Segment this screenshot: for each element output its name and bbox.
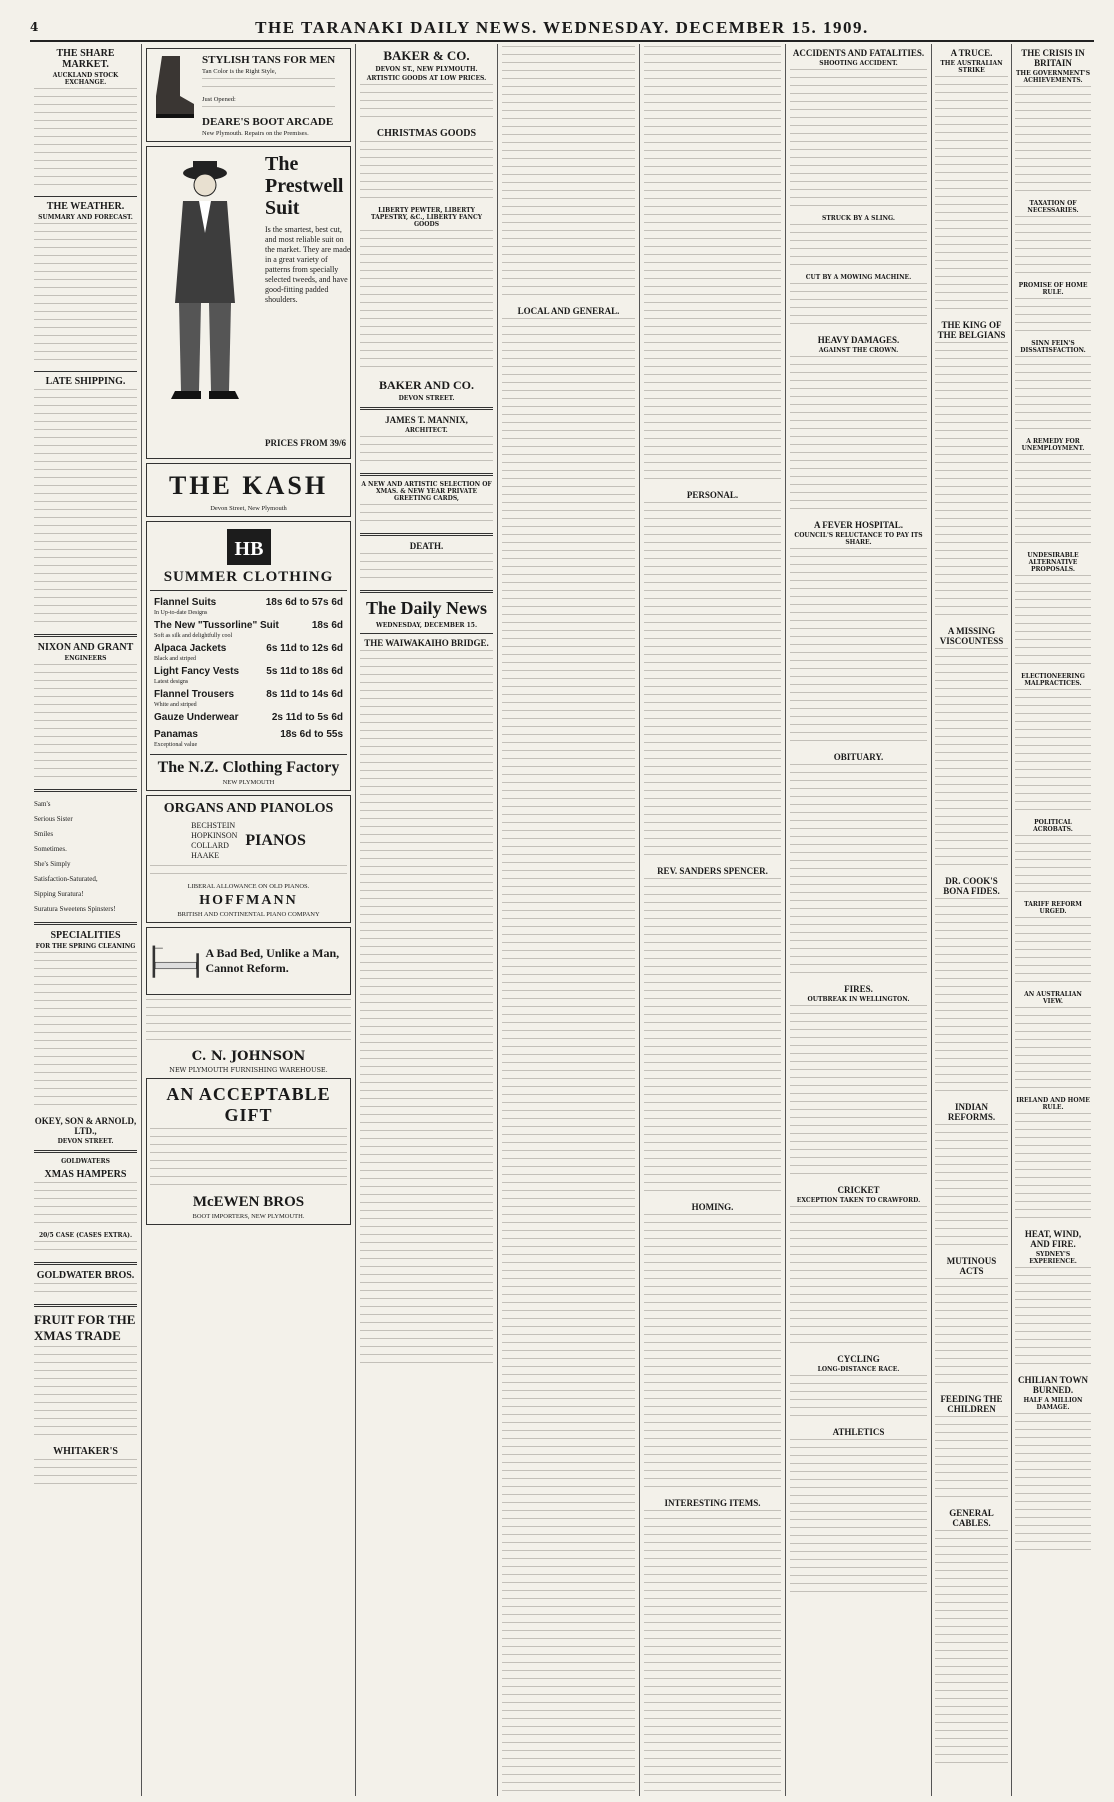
- feeding-children-heading: FEEDING THE CHILDREN: [940, 1394, 1003, 1414]
- gift-title: AN ACCEPTABLE GIFT: [166, 1084, 331, 1125]
- article-subheading: SHOOTING ACCIDENT.: [819, 60, 898, 67]
- athletics-heading: ATHLETICS: [832, 1427, 885, 1437]
- kash-ad: [146, 463, 351, 517]
- crisis-heading: THE CRISIS IN BRITAIN: [1021, 48, 1085, 68]
- piano-brand: HOPKINSON: [191, 831, 238, 840]
- goldwater-bros-heading: GOLDWATER BROS.: [36, 1270, 135, 1281]
- prestwell-text: Is the smartest, best cut, and most reliable suit on the market. They are made in a great variety of patterns from specially selected tweeds, and have good-fitting padded shoulders.: [265, 225, 351, 304]
- article-subheading: THE AUSTRALIAN STRIKE: [940, 60, 1003, 74]
- mutinous-heading: MUTINOUS ACTS: [946, 1256, 997, 1276]
- hoffmann-title: HOFFMANN: [199, 893, 298, 908]
- nixon-grant-text: [34, 664, 137, 784]
- article-subheading: AGAINST THE CROWN.: [818, 347, 899, 354]
- article-text: [502, 318, 635, 1796]
- specialities-heading: SPECIALITIES: [50, 930, 121, 941]
- nz-clothing-sub: NEW PLYMOUTH: [222, 779, 275, 786]
- truce-heading: A TRUCE.: [950, 48, 993, 58]
- crisis-column: [1012, 44, 1094, 1796]
- article-subheading: SINN FEIN'S DISSATISFACTION.: [1020, 340, 1086, 354]
- baker-for: ARTISTIC GOODS AT LOW PRICES.: [366, 75, 487, 82]
- slogan-line: Sam's: [34, 800, 51, 808]
- general-cables-heading: GENERAL CABLES.: [949, 1508, 994, 1528]
- gift-ad: [146, 1078, 351, 1225]
- baker-sign: BAKER AND CO.: [378, 378, 474, 392]
- johnson-sub: NEW PLYMOUTH FURNISHING WAREHOUSE.: [169, 1066, 328, 1074]
- piano-brand: COLLARD: [191, 841, 229, 850]
- bed-ad: [146, 927, 351, 995]
- price-row: Flannel Trousers 8s 11d to 14s 6d: [154, 689, 343, 700]
- xmas-hampers-heading: XMAS HAMPERS: [44, 1169, 127, 1180]
- okey-subheading: DEVON STREET.: [57, 1138, 114, 1145]
- bed-illustration: [150, 931, 201, 991]
- article-subheading: IRELAND AND HOME RULE.: [1016, 1097, 1090, 1111]
- okey-heading: OKEY, SON & ARNOLD, LTD.,: [34, 1116, 137, 1136]
- prestwell-ad: [146, 146, 351, 459]
- article-text: [644, 46, 781, 486]
- kash-sub: Devon Street, New Plymouth: [210, 505, 287, 512]
- man-in-suit-illustration: [155, 153, 255, 403]
- share-market-text: [34, 88, 137, 192]
- price-row: Gauze Underwear 2s 11d to 5s 6d: [154, 712, 343, 723]
- share-market-subheading: AUCKLAND STOCK EXCHANGE.: [52, 72, 119, 86]
- tans-line1: Tan Color is the Right Style,: [202, 68, 277, 75]
- fires-heading: FIRES.: [844, 984, 873, 994]
- article-subheading: EXCEPTION TAKEN TO CRAWFORD.: [796, 1197, 921, 1204]
- shipping-heading: LATE SHIPPING.: [45, 376, 126, 387]
- article-subheading: OUTBREAK IN WELLINGTON.: [807, 996, 910, 1003]
- whitaker-heading: WHITAKER'S: [53, 1446, 118, 1457]
- price-list: Flannel Suits 18s 6d to 57s 6d In Up-to-date Designs The New "Tussorline" Suit 18s 6d Soft as silk and delightfully cool Alpaca Jackets 6s 11d to 12s 6d Black and striped Light Fancy Vests 5s 11d to 18s 6d Latest designs Flannel Trousers 8s 11d to 14s 6d White and striped Gauze Underwear 2s 11d to 5s 6d Panamas 18s 6d to 55s Exceptional value: [150, 595, 347, 750]
- svg-text:HB: HB: [234, 538, 263, 560]
- obituary-heading: OBITUARY.: [833, 752, 884, 762]
- page-number: 4: [30, 20, 39, 34]
- christmas-goods-heading: CHRISTMAS GOODS: [376, 128, 477, 139]
- weather-heading: THE WEATHER.: [46, 201, 125, 212]
- article-subheading: TAXATION OF NECESSARIES.: [1027, 200, 1079, 214]
- nz-clothing-title: The N.Z. Clothing Factory: [157, 759, 340, 776]
- price-row: Panamas 18s 6d to 55s: [154, 729, 343, 740]
- chilian-town-heading: CHILIAN TOWN BURNED.: [1018, 1375, 1088, 1395]
- column-7: [932, 44, 1094, 1796]
- nixon-grant-subheading: ENGINEERS: [64, 655, 107, 662]
- weather-text: [34, 223, 137, 367]
- spencer-heading: REV. SANDERS SPENCER.: [657, 866, 768, 876]
- personal-heading: PERSONAL.: [686, 490, 739, 500]
- bed-title: A Bad Bed, Unlike a Man, Cannot Reform.: [205, 946, 340, 975]
- piano-brand: HAAKE: [191, 851, 220, 860]
- liberty-goods: LIBERTY PEWTER, LIBERTY TAPESTRY, &C., LIBERTY FANCY GOODS: [370, 207, 482, 228]
- column-4: [498, 44, 640, 1796]
- price-row: Flannel Suits 18s 6d to 57s 6d: [154, 597, 343, 608]
- summer-title: SUMMER CLOTHING: [163, 569, 334, 585]
- daily-news-heading: The Daily News: [366, 598, 487, 618]
- cricket-heading: CRICKET: [837, 1185, 880, 1195]
- death-heading: DEATH.: [409, 541, 444, 551]
- column-6: [786, 44, 932, 1796]
- fruit-text: [34, 1346, 137, 1442]
- suratura-ad: [34, 797, 137, 917]
- article-subheading: SYDNEY'S EXPERIENCE.: [1029, 1251, 1077, 1265]
- baker-heading: BAKER & CO.: [383, 48, 470, 63]
- weather-subheading: SUMMARY AND FORECAST.: [38, 214, 133, 221]
- homing-heading: HOMING.: [691, 1202, 734, 1212]
- specialities-text: [34, 952, 137, 1112]
- local-general-heading: LOCAL AND GENERAL.: [517, 306, 620, 316]
- prestwell-title: The Prestwell Suit: [265, 153, 344, 219]
- slogan-line: Satisfaction-Saturated,: [34, 875, 98, 883]
- tans-title: STYLISH TANS FOR MEN: [202, 54, 336, 66]
- indian-reforms-heading: INDIAN REFORMS.: [947, 1102, 996, 1122]
- share-market-heading: THE SHARE MARKET.: [56, 48, 115, 70]
- pianos-label: PIANOS: [245, 832, 306, 849]
- mcewen-title: McEWEN BROS: [192, 1194, 305, 1210]
- deare-title: DEARE'S BOOT ARCADE: [202, 116, 334, 128]
- nixon-grant-heading: NIXON AND GRANT: [37, 642, 134, 653]
- specialities-subheading: FOR THE SPRING CLEANING: [35, 943, 136, 950]
- heat-wind-fire-heading: HEAT, WIND, AND FIRE.: [1024, 1229, 1082, 1249]
- article-subheading: PROMISE OF HOME RULE.: [1018, 282, 1088, 296]
- article-subheading: ELECTIONEERING MALPRACTICES.: [1021, 673, 1085, 687]
- interesting-items-heading: INTERESTING ITEMS.: [664, 1498, 761, 1508]
- xmas-hampers-text: [34, 1182, 137, 1230]
- mannix-subheading: ARCHITECT.: [405, 427, 448, 434]
- baker-sign-sub: DEVON STREET.: [398, 395, 455, 402]
- slogan-line: She's Simply: [34, 860, 71, 868]
- column-5: [640, 44, 786, 1796]
- slogan-line: Smiles: [34, 830, 54, 838]
- dr-cook-heading: DR. COOK'S BONA FIDES.: [943, 876, 1000, 896]
- article-subheading: UNDESIRABLE ALTERNATIVE PROPOSALS.: [1027, 552, 1079, 573]
- baker-subheading: DEVON ST., NEW PLYMOUTH.: [375, 66, 478, 73]
- slogan-line: Suratura Sweetens Spinsters!: [34, 905, 116, 913]
- slogan-line: Serious Sister: [34, 815, 73, 823]
- article-subheading: HALF A MILLION DAMAGE.: [1023, 1397, 1083, 1411]
- organs-title: ORGANS AND PIANOLOS: [163, 801, 334, 816]
- article-subheading: TARIFF REFORM URGED.: [1024, 901, 1082, 915]
- fever-hospital-heading: A FEVER HOSPITAL.: [813, 520, 904, 530]
- editorial-text: [360, 650, 493, 1370]
- belgians-heading: THE KING OF THE BELGIANS: [937, 320, 1006, 340]
- deare-sub: New Plymouth. Repairs on the Premises.: [202, 130, 309, 137]
- prestwell-price: PRICES FROM 39/6: [265, 438, 346, 448]
- price-row: Light Fancy Vests 5s 11d to 18s 6d: [154, 666, 343, 677]
- heavy-damages-heading: HEAVY DAMAGES.: [817, 335, 900, 345]
- hoffmann-sub: BRITISH AND CONTINENTAL PIANO COMPANY: [177, 911, 320, 918]
- fruit-heading: FRUIT FOR THE XMAS TRADE: [34, 1312, 136, 1343]
- slogan-line: Sipping Suratura!: [34, 890, 84, 898]
- article-subheading: CUT BY A MOWING MACHINE.: [805, 274, 912, 281]
- article-subheading: LONG-DISTANCE RACE.: [817, 1366, 900, 1373]
- price-row: Alpaca Jackets 6s 11d to 12s 6d: [154, 643, 343, 654]
- hb-brand-logo: [225, 527, 273, 567]
- page-title: THE TARANAKI DAILY NEWS. WEDNESDAY. DECEMBER 15. 1909.: [255, 18, 869, 37]
- column-3: [356, 44, 498, 1796]
- price-row: The New "Tussorline" Suit 18s 6d: [154, 620, 343, 631]
- accidents-heading: ACCIDENTS AND FATALITIES.: [792, 48, 925, 58]
- shipping-text: [34, 389, 137, 629]
- cycling-heading: CYCLING: [837, 1354, 880, 1364]
- issue-date: WEDNESDAY, DECEMBER 15.: [375, 622, 478, 629]
- xmas-hampers-price: 20/5 CASE (CASES EXTRA).: [38, 1232, 133, 1239]
- column-2-ads: [142, 44, 356, 1796]
- viscountess-heading: A MISSING VISCOUNTESS: [939, 626, 1004, 646]
- masthead: [30, 18, 1094, 42]
- greeting-cards: A NEW AND ARTISTIC SELECTION OF XMAS. & NEW YEAR PRIVATE GREETING CARDS,: [361, 481, 492, 502]
- article-subheading: POLITICAL ACROBATS.: [1033, 819, 1073, 833]
- liberal-allowance: LIBERAL ALLOWANCE ON OLD PIANOS.: [187, 883, 310, 890]
- article-subheading: STRUCK BY A SLING.: [821, 215, 896, 222]
- article-subheading: THE GOVERNMENT'S ACHIEVEMENTS.: [1015, 70, 1091, 84]
- mannix-heading: JAMES T. MANNIX,: [385, 415, 468, 425]
- goldwaters-label: GOLDWATERS: [61, 1158, 110, 1165]
- kash-title: THE KASH: [168, 471, 329, 500]
- cables-column: [932, 44, 1012, 1796]
- tans-line2: Just Opened:: [202, 96, 236, 103]
- column-1: [30, 44, 142, 1796]
- boot-illustration: [150, 52, 198, 122]
- piano-brand: BECHSTEIN: [191, 821, 236, 830]
- organs-ad: [146, 795, 351, 923]
- article-subheading: A REMEDY FOR UNEMPLOYMENT.: [1021, 438, 1085, 452]
- slogan-line: Sometimes.: [34, 845, 67, 853]
- johnson-title: C. N. JOHNSON: [191, 1049, 306, 1064]
- article-text: [502, 46, 635, 302]
- article-subheading: COUNCIL'S RELUCTANCE TO PAY ITS SHARE.: [794, 532, 923, 546]
- article-subheading: AN AUSTRALIAN VIEW.: [1024, 991, 1082, 1005]
- tans-ad: [146, 48, 351, 142]
- mcewen-sub: BOOT IMPORTERS, NEW PLYMOUTH.: [192, 1213, 305, 1220]
- summer-clothing-ad: [146, 521, 351, 791]
- editorial-heading: THE WAIWAKAIHO BRIDGE.: [364, 638, 489, 648]
